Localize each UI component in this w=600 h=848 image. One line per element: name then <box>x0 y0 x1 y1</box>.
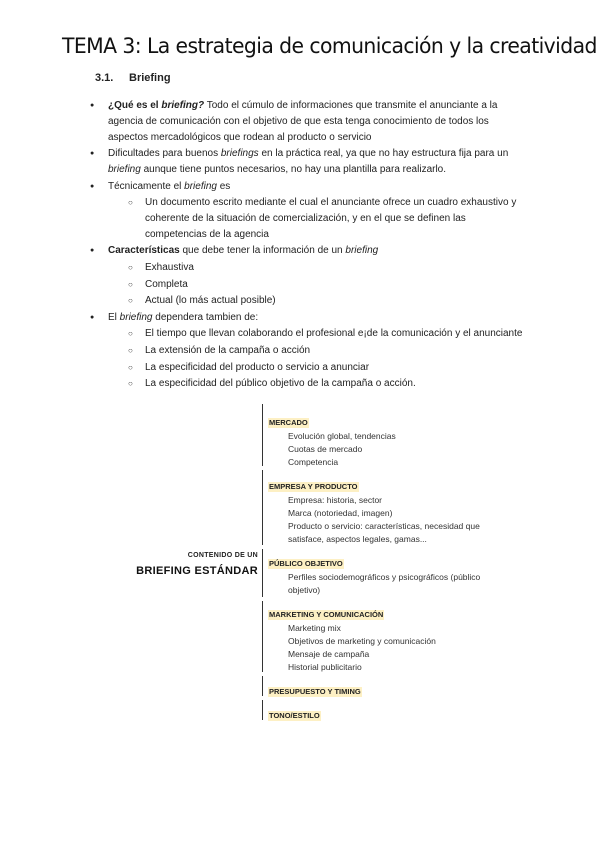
bracket-gap <box>260 696 266 700</box>
bullet-depends-on <box>86 310 526 326</box>
sub-bullet-text: ○ Completa <box>145 278 188 290</box>
bullet-bold: ¿Qué es el <box>108 100 162 111</box>
group-mercado <box>268 412 538 469</box>
sub-bullet <box>86 277 526 293</box>
briefing-content-diagram <box>0 404 600 724</box>
bullet-bold-italic: briefing? <box>161 100 205 111</box>
bullet-characteristics <box>86 243 526 259</box>
group-marketing-comunicacion <box>268 604 538 674</box>
sub-bullet <box>86 326 526 342</box>
group-item: Producto o servicio: características, necesidad que <box>288 521 480 531</box>
bullet-text: aunque tiene puntos necesarios, no hay una plantilla para realizarlo. <box>140 163 447 175</box>
section-heading <box>95 72 171 84</box>
group-heading: TONO/ESTILO <box>269 711 320 720</box>
sub-bullet <box>86 376 526 392</box>
group-heading: MARKETING Y COMUNICACIÓN <box>269 610 384 619</box>
group-item: Evolución global, tendencias <box>288 431 396 441</box>
bullet-what-is-briefing <box>86 98 526 145</box>
bullet-text: dependera tambien de: <box>152 311 259 323</box>
bracket-gap <box>260 466 266 470</box>
bullet-italic: briefing <box>119 311 153 323</box>
sub-bullet-text: ○ Actual (lo más actual posible) <box>145 295 276 307</box>
bullet-difficulties <box>86 146 526 178</box>
group-heading: MERCADO <box>269 418 308 427</box>
group-item: satisface, aspectos legales, gamas... <box>288 534 427 544</box>
sub-bullet <box>86 360 526 376</box>
sub-bullet <box>86 293 526 309</box>
diagram-label-small: CONTENIDO DE UN <box>187 552 258 559</box>
bullet-text: El <box>108 311 120 323</box>
group-item: objetivo) <box>288 585 321 595</box>
bullet-text: Técnicamente el <box>108 180 185 192</box>
sub-bullet-text: ○ La especificidad del público objetivo de la campaña o acción. <box>145 378 416 390</box>
group-item: Objetivos de marketing y comunicación <box>288 636 436 646</box>
diagram-label-big: BRIEFING ESTÁNDAR <box>136 565 258 577</box>
sub-bullet-text: ○ Exhaustiva <box>145 261 194 273</box>
sub-bullet-text: ○ El tiempo que llevan colaborando el profesional e¡de la comunicación y el anunciante <box>145 328 523 340</box>
group-item: Empresa: historia, sector <box>288 495 383 505</box>
bullet-text: Todo el cúmulo de informaciones que transmite el anunciante a la agencia de comunicación con el objetivo de que esta tenga conocimiento de todos los aspectos mercadológicos que rodean al producto o servicio <box>108 100 498 143</box>
sub-bullet-text: ○ La extensión de la campaña o acción <box>145 344 311 356</box>
group-publico-objetivo <box>268 553 538 597</box>
bracket-gap <box>260 597 266 601</box>
group-heading: PÚBLICO OBJETIVO <box>269 559 343 568</box>
bullet-text: es <box>216 180 231 192</box>
group-heading: EMPRESA Y PRODUCTO <box>269 482 358 491</box>
group-empresa-producto <box>268 476 538 546</box>
group-item: Historial publicitario <box>288 662 362 672</box>
group-heading: PRESUPUESTO Y TIMING <box>269 687 361 696</box>
bullet-italic: briefing <box>108 163 141 175</box>
group-item: Cuotas de mercado <box>288 444 363 454</box>
group-item: Perfiles sociodemográficos y psicográficos (público <box>288 572 481 582</box>
bracket-gap <box>260 672 266 676</box>
sub-bullet <box>86 260 526 276</box>
sub-bullet <box>86 343 526 359</box>
group-item: Marca (notoriedad, imagen) <box>288 508 393 518</box>
group-tono-estilo <box>268 705 538 723</box>
group-presupuesto-timing <box>268 681 538 699</box>
bullet-italic: briefing <box>345 245 379 257</box>
bullet-text: en la práctica real, ya que no hay estructura fija para un <box>258 148 509 160</box>
group-item: Marketing mix <box>288 623 341 633</box>
bullet-text: Dificultades para buenos <box>108 148 221 160</box>
section-title: Briefing <box>129 72 171 84</box>
bullet-italic: briefings <box>220 148 259 160</box>
bullet-italic: briefing <box>184 180 217 192</box>
sub-bullet-text: ○ Un documento escrito mediante el cual el anunciante ofrece un cuadro exhaustivo y coherente de la situación de comercialización, y en el que se definen las competencias de la agencia <box>145 197 517 240</box>
bracket-gap <box>260 545 266 549</box>
bullet-bold: Características <box>108 245 180 257</box>
bullet-technically <box>86 179 526 195</box>
sub-bullet <box>86 195 526 242</box>
sub-bullet-text: ○ La especificidad del producto o servicio a anunciar <box>145 361 370 373</box>
group-item: Competencia <box>288 457 339 467</box>
page-title: TEMA 3: La estrategia de comunicación y la creatividad <box>62 34 597 58</box>
section-number: 3.1. <box>95 72 114 84</box>
group-item: Mensaje de campaña <box>288 649 370 659</box>
body-text <box>86 98 526 393</box>
bullet-text: que debe tener la información de un <box>179 245 346 257</box>
